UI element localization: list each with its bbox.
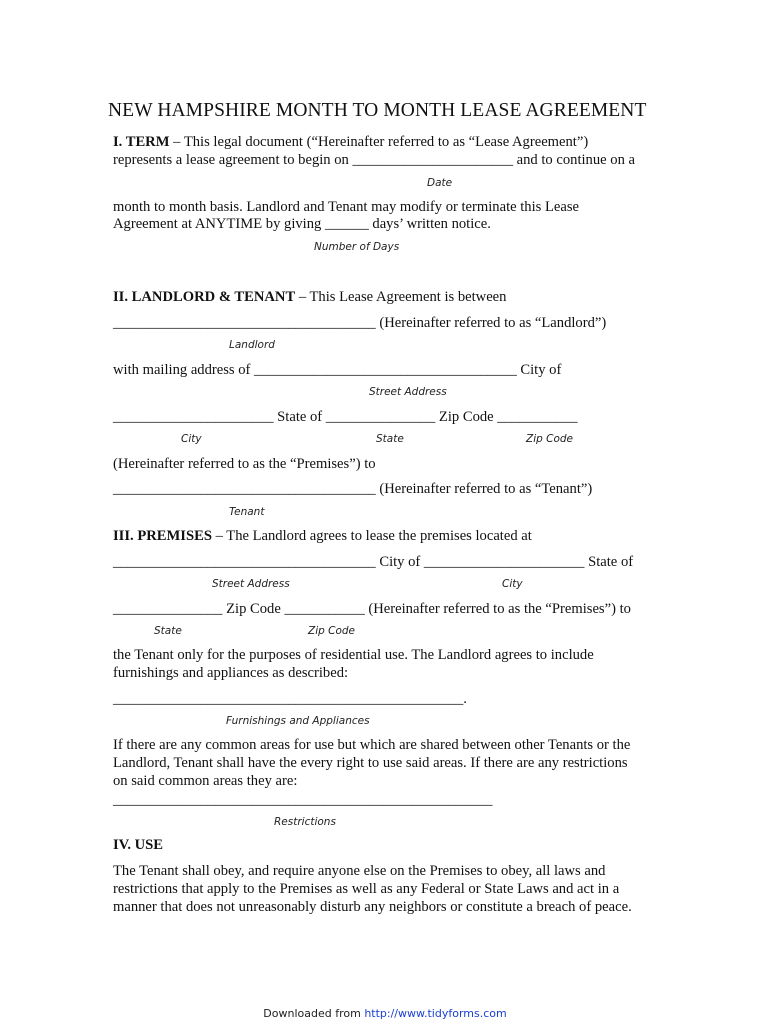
premises-use-line: the Tenant only for the purposes of residential use. The Landlord agrees to include [113,647,594,663]
premises-reference-line: (Hereinafter referred to as the “Premises”) to [113,456,376,472]
furnishings-blank-line: ________________________________________________. [113,691,467,707]
restrictions-blank-line: ____________________________________________________ [113,792,493,808]
caption-street-address: Street Address [369,386,447,398]
footer-link[interactable]: http://www.tidyforms.com [364,1007,507,1020]
common-areas-line-3: on said common areas they are: [113,773,298,789]
caption-zip-code: Zip Code [526,433,573,445]
landlord-tenant-heading: II. LANDLORD & TENANT [113,289,296,305]
landlord-name-line: ____________________________________ (Hereinafter referred to as “Landlord”) [113,315,607,331]
caption-premises-city: City [502,578,523,590]
term-line-3: month to month basis. Landlord and Tenant may modify or terminate this Lease [113,199,580,215]
common-areas-line-1: If there are any common areas for use but which are shared between other Tenants or the [113,737,631,753]
use-heading: IV. USE [113,837,164,853]
term-line-4: Agreement at ANYTIME by giving ______ days’ written notice. [113,216,491,232]
premises-line-1 [113,527,532,545]
caption-number-of-days: Number of Days [314,241,400,253]
footer-prefix: Downloaded from [263,1007,365,1020]
caption-landlord: Landlord [229,339,275,351]
caption-furnishings: Furnishings and Appliances [226,715,370,727]
caption-tenant: Tenant [229,506,265,518]
use-line-1: The Tenant shall obey, and require anyone else on the Premises to obey, all laws and [113,863,606,879]
landlord-tenant-intro: – This Lease Agreement is between [295,289,507,305]
landlord-tenant-line-1 [113,288,506,306]
premises-intro: – The Landlord agrees to lease the premises located at [211,528,532,544]
mailing-address-line: with mailing address of ____________________________________ City of [113,362,562,378]
premises-zip-line: _______________ Zip Code ___________ (Hereinafter referred to as the “Premises”) to [113,601,631,617]
common-areas-line-2: Landlord, Tenant shall have the every right to use said areas. If there are any restrictions [113,755,628,771]
premises-address-line: ____________________________________ City of ______________________ State of [113,554,634,570]
caption-premises-state: State [154,625,182,637]
tenant-name-line: ____________________________________ (Hereinafter referred to as “Tenant”) [113,481,593,497]
caption-state: State [376,433,404,445]
use-line-3: manner that does not unreasonably disturb any neighbors or constitute a breach of peace. [113,899,632,915]
caption-date: Date [427,177,453,189]
furnishings-intro-line: furnishings and appliances as described: [113,665,349,681]
use-line-2: restrictions that apply to the Premises as well as any Federal or State Laws and act in a [113,881,620,897]
city-state-zip-line: ______________________ State of _______________ Zip Code ___________ [113,409,578,425]
premises-heading: III. PREMISES [113,528,212,544]
caption-restrictions: Restrictions [274,816,336,828]
term-line-2: represents a lease agreement to begin on ______________________ and to continue on a [113,152,635,168]
document-title: NEW HAMPSHIRE MONTH TO MONTH LEASE AGREEMENT [108,100,647,121]
caption-city: City [181,433,202,445]
caption-premises-street-address: Street Address [212,578,290,590]
term-heading: I. TERM [113,134,170,150]
caption-premises-zip-code: Zip Code [308,625,355,637]
term-intro-text: – This legal document (“Hereinafter referred to as “Lease Agreement”) [169,134,589,150]
term-line-1 [113,133,588,151]
page-footer [0,1007,770,1020]
